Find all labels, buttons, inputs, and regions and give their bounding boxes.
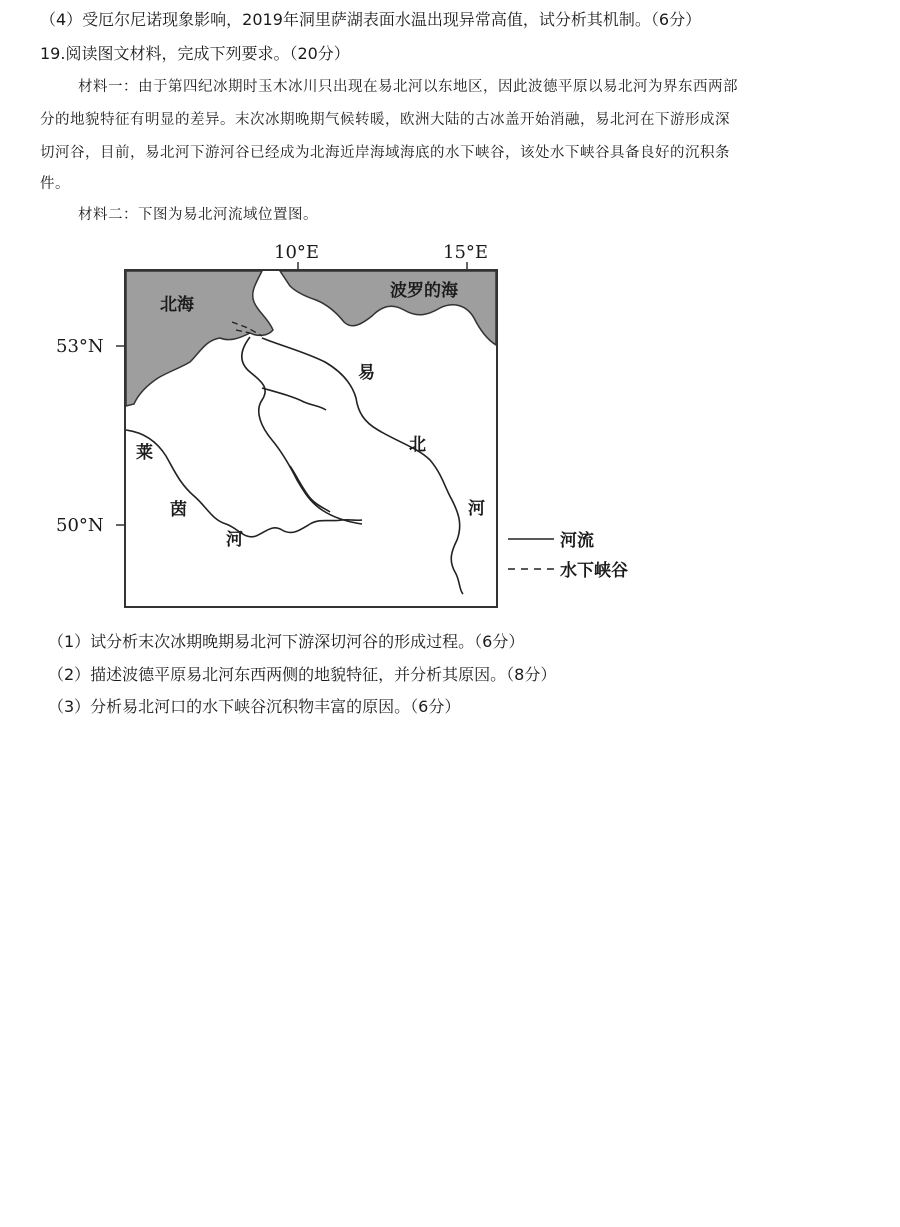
material1-line-2: 分的地貌特征有明显的差异。末次冰期晚期气候转暖，欧洲大陆的古冰盖开始消融，易北河在下游形成深	[40, 112, 730, 128]
question-4-text: （4）受厄尔尼诺现象影响，2019年洞里萨湖表面水温出现异常高值，试分析其机制。（6分）	[40, 10, 702, 29]
subquestion-1: （1）试分析末次冰期晚期易北河下游深切河谷的形成过程。（6分）	[48, 632, 525, 651]
label-10e: 10°E	[274, 242, 320, 263]
elbe-basin-map	[0, 235, 900, 625]
label-rhine-2: 茵	[170, 500, 187, 520]
material1-line-1: 材料一：由于第四纪冰期时玉木冰川只出现在易北河以东地区，因此波德平原以易北河为界东西两部	[78, 79, 738, 95]
material1-line-3: 切河谷，目前，易北河下游河谷已经成为北海近岸海域海底的水下峡谷，该处水下峡谷具备良好的沉积条	[40, 145, 730, 161]
label-rhine-3: 河	[226, 530, 243, 550]
label-north-sea: 北海	[160, 295, 194, 315]
question-19-title: 19.阅读图文材料，完成下列要求。（20分）	[40, 44, 350, 63]
label-rhine-1: 莱	[136, 443, 153, 463]
subquestion-3: （3）分析易北河口的水下峡谷沉积物丰富的原因。（6分）	[48, 697, 461, 716]
label-53n: 53°N	[56, 336, 104, 357]
label-50n: 50°N	[56, 515, 104, 536]
subquestion-2: （2）描述波德平原易北河东西两侧的地貌特征，并分析其原因。（8分）	[48, 665, 557, 684]
legend-canyon-label: 水下峡谷	[560, 561, 628, 581]
material1-line-4: 件。	[40, 176, 70, 192]
label-baltic-sea: 波罗的海	[390, 281, 458, 301]
label-elbe-1: 易	[358, 363, 375, 383]
legend-river-label: 河流	[560, 531, 594, 551]
label-elbe-3: 河	[468, 499, 485, 519]
label-15e: 15°E	[443, 242, 489, 263]
label-elbe-2: 北	[409, 435, 426, 455]
material2-caption: 材料二：下图为易北河流域位置图。	[78, 207, 318, 223]
